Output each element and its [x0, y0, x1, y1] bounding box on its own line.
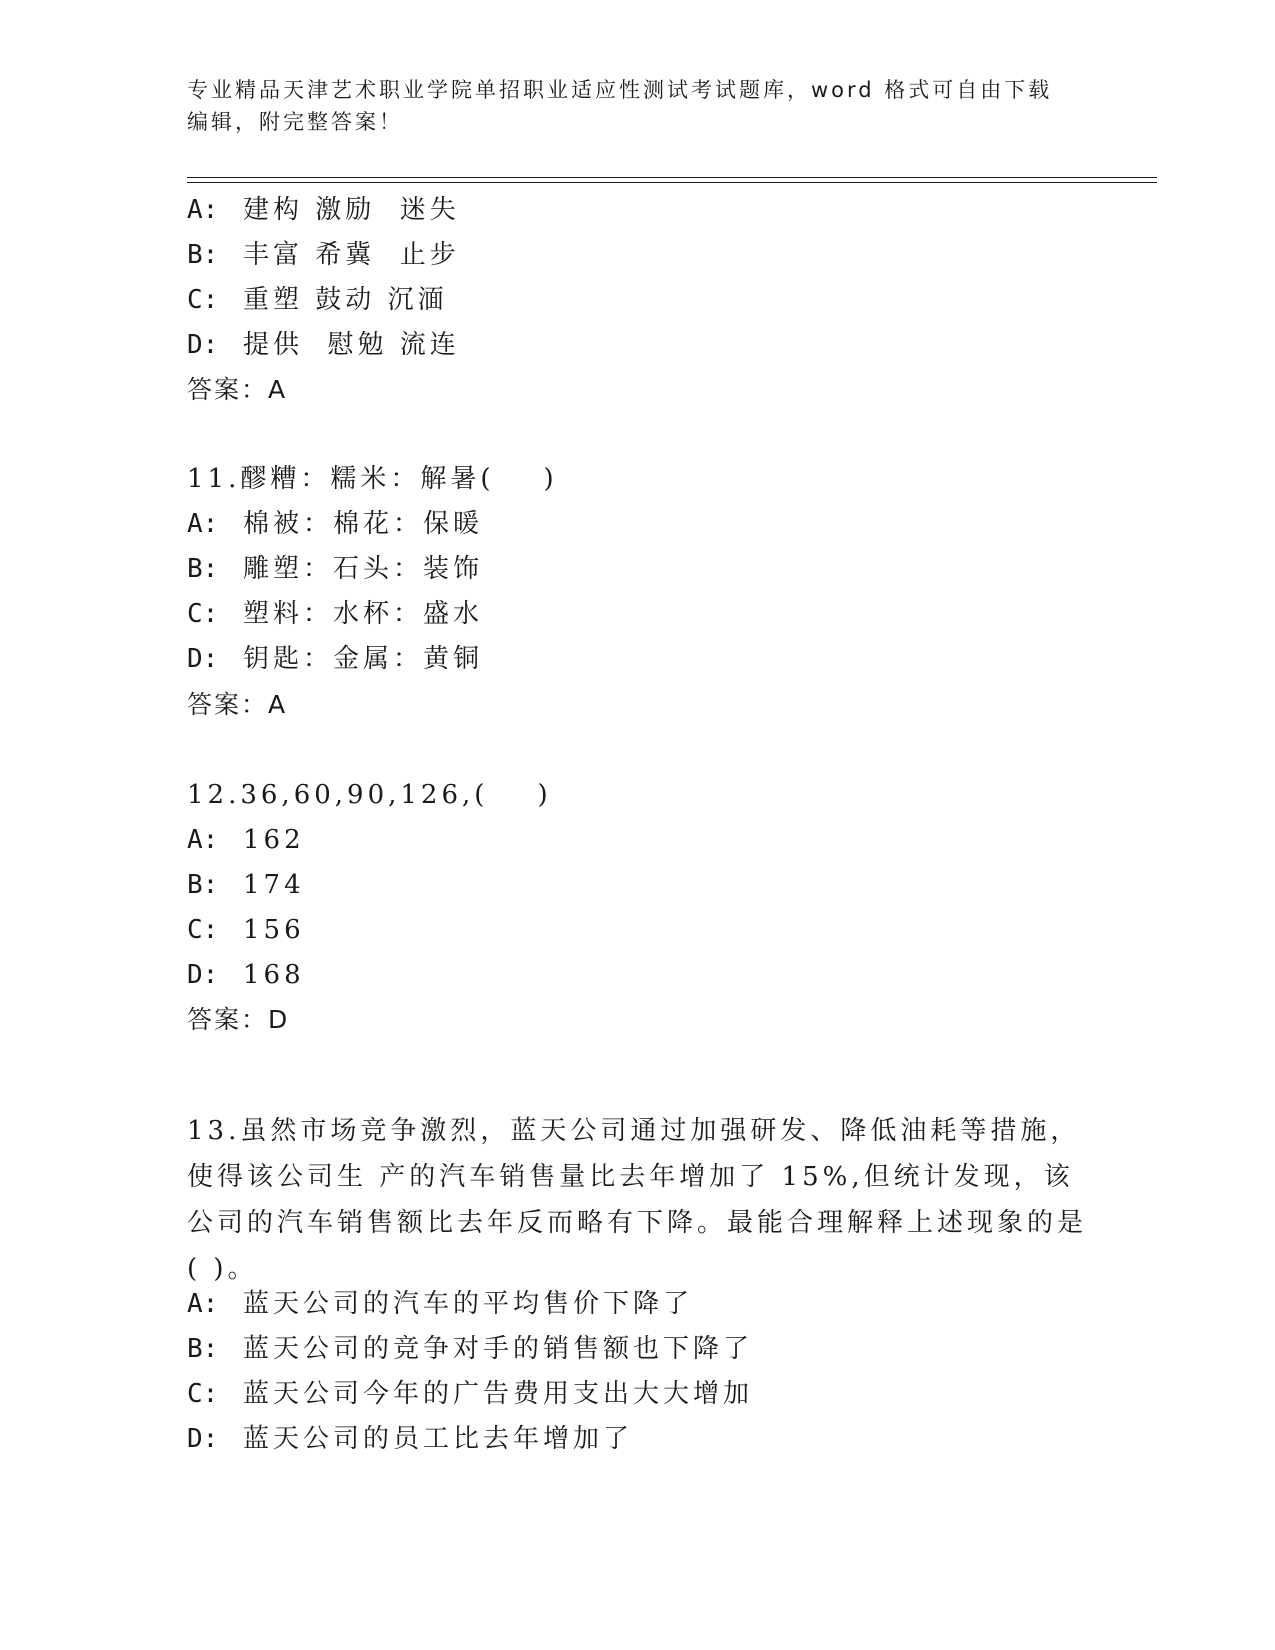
option-text: 钥匙：金属：黄铜 [243, 644, 484, 674]
option-letter: D: [187, 1424, 219, 1454]
header-divider-bottom [187, 182, 1157, 183]
option-letter: A: [187, 509, 219, 539]
option-letter: C: [187, 599, 219, 629]
option-text: 蓝天公司的竞争对手的销售额也下降了 [243, 1334, 754, 1364]
option-text: 蓝天公司的汽车的平均售价下降了 [243, 1289, 694, 1319]
q12-option-b [187, 868, 305, 902]
option-letter: A: [187, 195, 219, 225]
q11-stem: 11.醪糟：糯米：解暑( ) [187, 464, 558, 494]
q13-option-c [187, 1377, 753, 1411]
option-letter: B: [187, 240, 219, 270]
option-letter: D: [187, 330, 219, 360]
option-letter: B: [187, 870, 219, 900]
option-text: 雕塑：石头：装饰 [243, 554, 484, 584]
q12-option-d [187, 958, 305, 992]
option-text: 塑料：水杯：盛水 [243, 599, 484, 629]
q13-option-b [187, 1332, 753, 1366]
q10-answer: 答案：A [187, 375, 288, 404]
q12-option-a [187, 823, 305, 857]
option-text: 蓝天公司今年的广告费用支出大大增加 [243, 1379, 754, 1409]
option-text: 156 [243, 915, 305, 945]
option-text: 丰富 希冀 止步 [243, 240, 460, 270]
option-letter: A: [187, 825, 219, 855]
q12-option-c [187, 913, 305, 947]
option-letter: C: [187, 1379, 219, 1409]
q12-answer: 答案：D [187, 1005, 290, 1034]
option-text: 建构 激励 迷失 [243, 195, 460, 225]
document-header: 专业精品天津艺术职业学院单招职业适应性测试考试题库，word 格式可自由下载编辑，附完整答案！ [187, 78, 1053, 134]
option-text: 提供 慰勉 流连 [243, 330, 460, 360]
option-text: 重塑 鼓动 沉湎 [243, 285, 448, 315]
option-letter: A: [187, 1289, 219, 1319]
option-letter: B: [187, 1334, 219, 1364]
q11-option-b [187, 552, 483, 586]
option-letter: C: [187, 285, 219, 315]
option-text: 棉被：棉花：保暖 [243, 509, 484, 539]
option-letter: D: [187, 960, 219, 990]
option-text: 162 [243, 825, 305, 855]
q11-option-a [187, 507, 483, 541]
option-text: 174 [243, 870, 305, 900]
q11-option-c [187, 597, 483, 631]
option-letter: D: [187, 644, 219, 674]
q10-option-d [187, 328, 460, 362]
header-divider-top [187, 177, 1157, 178]
option-letter: C: [187, 915, 219, 945]
q10-option-b [187, 238, 460, 272]
q11-option-d [187, 642, 483, 676]
q11-answer: 答案：A [187, 690, 288, 719]
q13-stem: 13.虽然市场竞争激烈，蓝天公司通过加强研发、降低油耗等措施，使得该公司生 产的汽车销售量比去年增加了 15%,但统计发现，该公司的汽车销售额比去年反而略有下降。最能合理解释上述现象的是( )。 [187, 1116, 1088, 1284]
q10-option-a [187, 193, 460, 227]
option-letter: B: [187, 554, 219, 584]
q13-option-a [187, 1287, 693, 1321]
q10-option-c [187, 283, 448, 317]
q12-stem: 12.36,60,90,126,( ) [187, 780, 552, 810]
option-text: 168 [243, 960, 305, 990]
q13-option-d [187, 1422, 633, 1456]
option-text: 蓝天公司的员工比去年增加了 [243, 1424, 634, 1454]
